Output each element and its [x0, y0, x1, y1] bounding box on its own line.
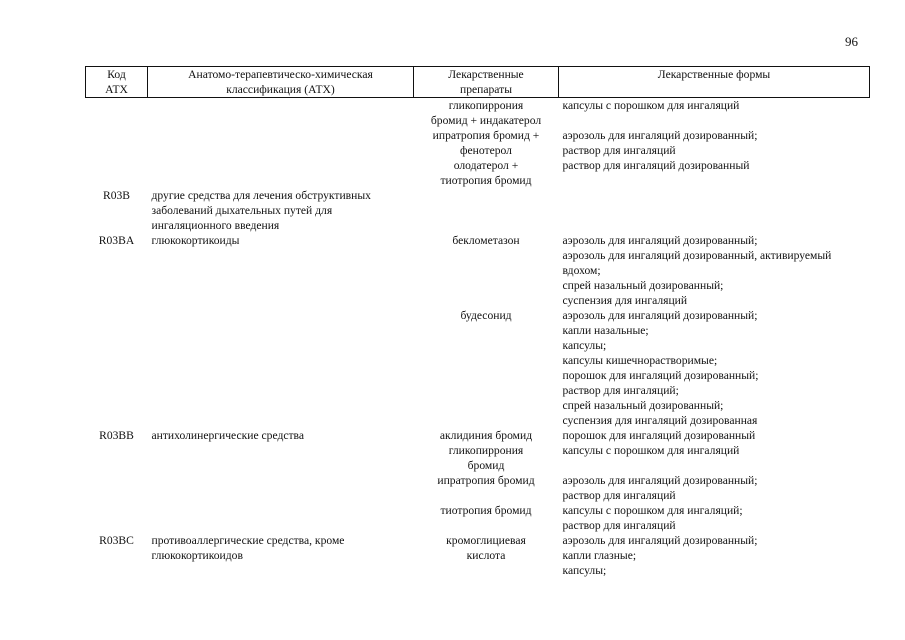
text-line: аэрозоль для ингаляций дозированный;	[562, 534, 758, 547]
text-line: аэрозоль для ингаляций дозированный;	[562, 309, 758, 322]
table-body	[86, 98, 870, 579]
dosage-forms-cell	[559, 128, 870, 158]
text-line: тиотропия бромид	[440, 174, 532, 187]
text-line: заболеваний дыхательных путей для	[151, 204, 333, 217]
classification-cell	[148, 443, 414, 473]
classification-cell	[148, 428, 414, 443]
dosage-forms-cell	[559, 188, 870, 233]
text-line: классификация (АТХ)	[226, 83, 335, 96]
text-line: аклидиния бромид	[439, 429, 533, 442]
text-line: аэрозоль для ингаляций дозированный;	[562, 129, 758, 142]
text-line: капли назальные;	[562, 324, 649, 337]
classification-cell	[148, 308, 414, 428]
header-code	[86, 67, 148, 98]
text-line: противоаллергические средства, кроме	[151, 534, 345, 547]
atx-code-cell: R03B	[102, 189, 131, 202]
atx-code-cell: R03BB	[99, 429, 134, 442]
drug-cell	[414, 98, 559, 129]
classification-cell	[148, 503, 414, 533]
dosage-forms-cell	[559, 233, 870, 308]
dosage-forms-cell	[559, 308, 870, 428]
atx-code-cell	[86, 443, 148, 473]
text-line: капсулы кишечнорастворимые;	[562, 354, 718, 367]
text-line: Лекарственные формы	[657, 68, 771, 81]
dosage-forms-cell	[559, 428, 870, 443]
text-line: порошок для ингаляций дозированный	[562, 429, 756, 442]
drug-cell	[414, 233, 559, 308]
text-line: препараты	[460, 83, 512, 96]
text-line: гликопиррония	[448, 444, 524, 457]
text-line: вдохом;	[562, 264, 601, 277]
classification-cell	[148, 533, 414, 578]
drug-cell	[414, 188, 559, 233]
text-line: кромоглициевая	[446, 534, 526, 547]
text-line: капсулы с порошком для ингаляций	[562, 99, 740, 112]
table-row	[86, 233, 870, 308]
text-line: капсулы;	[562, 339, 607, 352]
table-row	[86, 308, 870, 428]
text-line: суспензия для ингаляций дозированная	[562, 414, 758, 427]
text-line: аэрозоль для ингаляций дозированный;	[562, 234, 758, 247]
drug-cell	[414, 503, 559, 533]
table-row	[86, 503, 870, 533]
dosage-forms-cell	[559, 158, 870, 188]
drug-cell	[414, 128, 559, 158]
atx-code-cell	[86, 128, 148, 158]
atx-code-cell	[86, 473, 148, 503]
text-line: раствор для ингаляций	[562, 144, 676, 157]
text-line: капсулы с порошком для ингаляций;	[562, 504, 743, 517]
text-line: бромид	[467, 459, 505, 472]
text-line: Анатомо-терапевтическо-химическая	[188, 68, 373, 81]
classification-cell	[148, 158, 414, 188]
dosage-forms-cell	[559, 533, 870, 578]
text-line: Лекарственные	[448, 68, 524, 81]
classification-cell	[148, 128, 414, 158]
text-line: капли глазные;	[562, 549, 637, 562]
text-line: раствор для ингаляций;	[562, 384, 679, 397]
table-row	[86, 533, 870, 578]
atx-code-cell	[86, 158, 148, 188]
drug-cell	[414, 428, 559, 443]
text-line: аэрозоль для ингаляций дозированный;	[562, 474, 758, 487]
text-line: ипратропия бромид	[437, 474, 535, 487]
drug-cell	[414, 473, 559, 503]
classification-cell	[148, 98, 414, 129]
header-classification	[148, 67, 414, 98]
text-line: Код	[107, 68, 126, 81]
text-line: будесонид	[460, 309, 512, 322]
text-line: АТХ	[105, 83, 128, 96]
drug-cell	[414, 158, 559, 188]
text-line: тиотропия бромид	[440, 504, 532, 517]
atx-code-cell	[86, 503, 148, 533]
classification-cell	[148, 233, 414, 308]
text-line: ипратропия бромид +	[432, 129, 540, 142]
drug-cell	[414, 308, 559, 428]
text-line: олодатерол +	[453, 159, 519, 172]
page-number: 96	[845, 34, 858, 49]
atx-code-cell	[86, 308, 148, 428]
table-row	[86, 98, 870, 129]
dosage-forms-cell	[559, 443, 870, 473]
text-line: спрей назальный дозированный;	[562, 399, 724, 412]
table-row	[86, 443, 870, 473]
text-line: порошок для ингаляций дозированный;	[562, 369, 759, 382]
text-line: капсулы с порошком для ингаляций	[562, 444, 740, 457]
dosage-forms-cell	[559, 473, 870, 503]
text-line: антихолинергические средства	[151, 429, 305, 442]
drug-cell	[414, 443, 559, 473]
dosage-forms-cell	[559, 503, 870, 533]
table-row	[86, 158, 870, 188]
text-line: беклометазон	[452, 234, 520, 247]
table-row	[86, 473, 870, 503]
text-line: раствор для ингаляций	[562, 519, 676, 532]
text-line: фенотерол	[460, 144, 512, 157]
text-line: другие средства для лечения обструктивных	[151, 189, 371, 202]
atx-code-cell: R03BC	[99, 534, 134, 547]
text-line: раствор для ингаляций дозированный	[562, 159, 750, 172]
table-header-row	[86, 67, 870, 98]
atx-code-cell	[86, 98, 148, 129]
header-forms	[559, 67, 870, 98]
text-line: бромид + индакатерол	[430, 114, 542, 127]
table-row	[86, 428, 870, 443]
text-line: глюкокортикоиды	[151, 234, 240, 247]
text-line: суспензия для ингаляций	[562, 294, 688, 307]
text-line: кислота	[466, 549, 506, 562]
text-line: раствор для ингаляций	[562, 489, 676, 502]
atx-code-cell: R03BA	[98, 234, 135, 247]
text-line: аэрозоль для ингаляций дозированный, активируемый	[562, 249, 832, 262]
dosage-forms-cell	[559, 98, 870, 129]
drug-cell	[414, 533, 559, 578]
text-line: капсулы;	[562, 564, 607, 577]
header-drugs	[414, 67, 559, 98]
text-line: ингаляционного введения	[151, 219, 280, 232]
atx-drug-table	[85, 66, 870, 578]
text-line: гликопиррония	[448, 99, 524, 112]
table-row	[86, 188, 870, 233]
text-line: спрей назальный дозированный;	[562, 279, 724, 292]
classification-cell	[148, 188, 414, 233]
classification-cell	[148, 473, 414, 503]
table-row	[86, 128, 870, 158]
text-line: глюкокортикоидов	[151, 549, 243, 562]
